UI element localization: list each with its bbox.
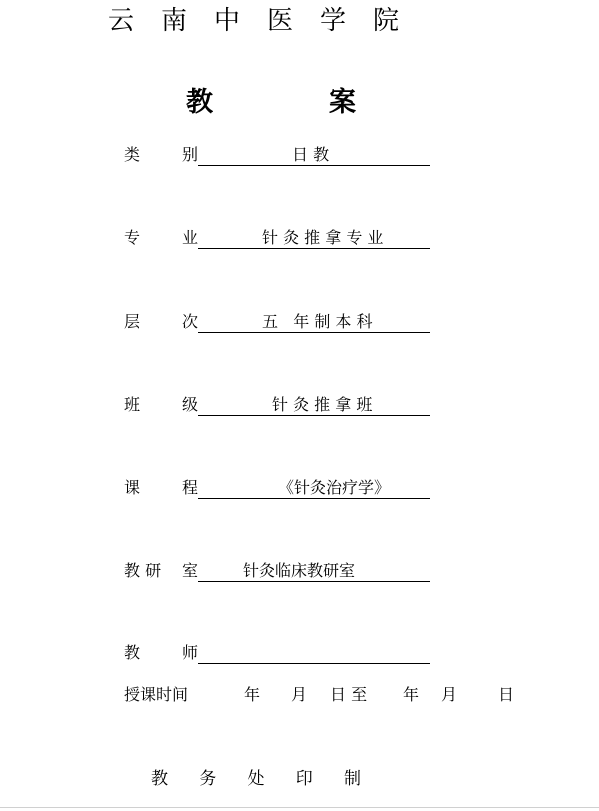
document-title-char-1: 教 bbox=[186, 87, 213, 118]
teaching-time-day-2: 日 bbox=[498, 685, 515, 704]
field-major-value: 针 灸 推 拿 专 业 bbox=[262, 228, 384, 247]
field-class bbox=[124, 395, 434, 419]
teaching-time-month-1: 月 bbox=[291, 685, 308, 704]
school-name: 云南中医学院 bbox=[108, 6, 427, 36]
field-department-value: 针灸临床教研室 bbox=[243, 561, 356, 580]
printer-char-1: 教 bbox=[151, 769, 168, 789]
teaching-time-row bbox=[124, 685, 524, 707]
printer-char-5: 制 bbox=[344, 769, 361, 789]
field-category-label: 类 别 bbox=[124, 145, 198, 164]
field-category-underline bbox=[198, 145, 430, 166]
printer-char-3: 处 bbox=[247, 769, 265, 789]
field-major-underline bbox=[198, 228, 430, 249]
teaching-time-label: 授课时间 bbox=[124, 685, 189, 704]
printer-note bbox=[151, 768, 361, 790]
teaching-time-year-1: 年 bbox=[244, 685, 261, 704]
field-course-underline bbox=[198, 478, 430, 499]
field-teacher-label: 教 师 bbox=[124, 643, 198, 662]
field-class-label: 班 级 bbox=[124, 395, 198, 414]
page-bottom-border bbox=[0, 807, 599, 808]
field-class-value: 针 灸 推 拿 班 bbox=[272, 395, 373, 414]
teaching-time-month-2: 月 bbox=[441, 685, 458, 704]
field-class-underline bbox=[198, 395, 430, 416]
field-department-label: 教 研 室 bbox=[124, 561, 198, 580]
field-course-label: 课 程 bbox=[124, 478, 198, 497]
field-major bbox=[124, 228, 434, 252]
field-department bbox=[124, 561, 434, 585]
field-level-label: 层 次 bbox=[124, 312, 198, 331]
field-level-value: 五 年 制 本 科 bbox=[262, 312, 373, 331]
field-teacher bbox=[124, 643, 434, 667]
field-major-label: 专 业 bbox=[124, 228, 198, 247]
printer-char-4: 印 bbox=[295, 769, 313, 789]
field-teacher-underline bbox=[198, 643, 430, 664]
field-category bbox=[124, 145, 434, 169]
field-level bbox=[124, 312, 434, 336]
document-title-char-2: 案 bbox=[329, 87, 356, 118]
teaching-time-year-2: 年 bbox=[403, 685, 420, 704]
teaching-time-day-to: 日 至 bbox=[330, 685, 368, 704]
document-title bbox=[186, 86, 356, 120]
field-course-value: 《针灸治疗学》 bbox=[278, 478, 391, 497]
field-category-value: 日 教 bbox=[292, 145, 330, 164]
printer-char-2: 务 bbox=[199, 769, 217, 789]
field-course bbox=[124, 478, 434, 502]
field-department-underline bbox=[198, 561, 430, 582]
field-level-underline bbox=[198, 312, 430, 333]
